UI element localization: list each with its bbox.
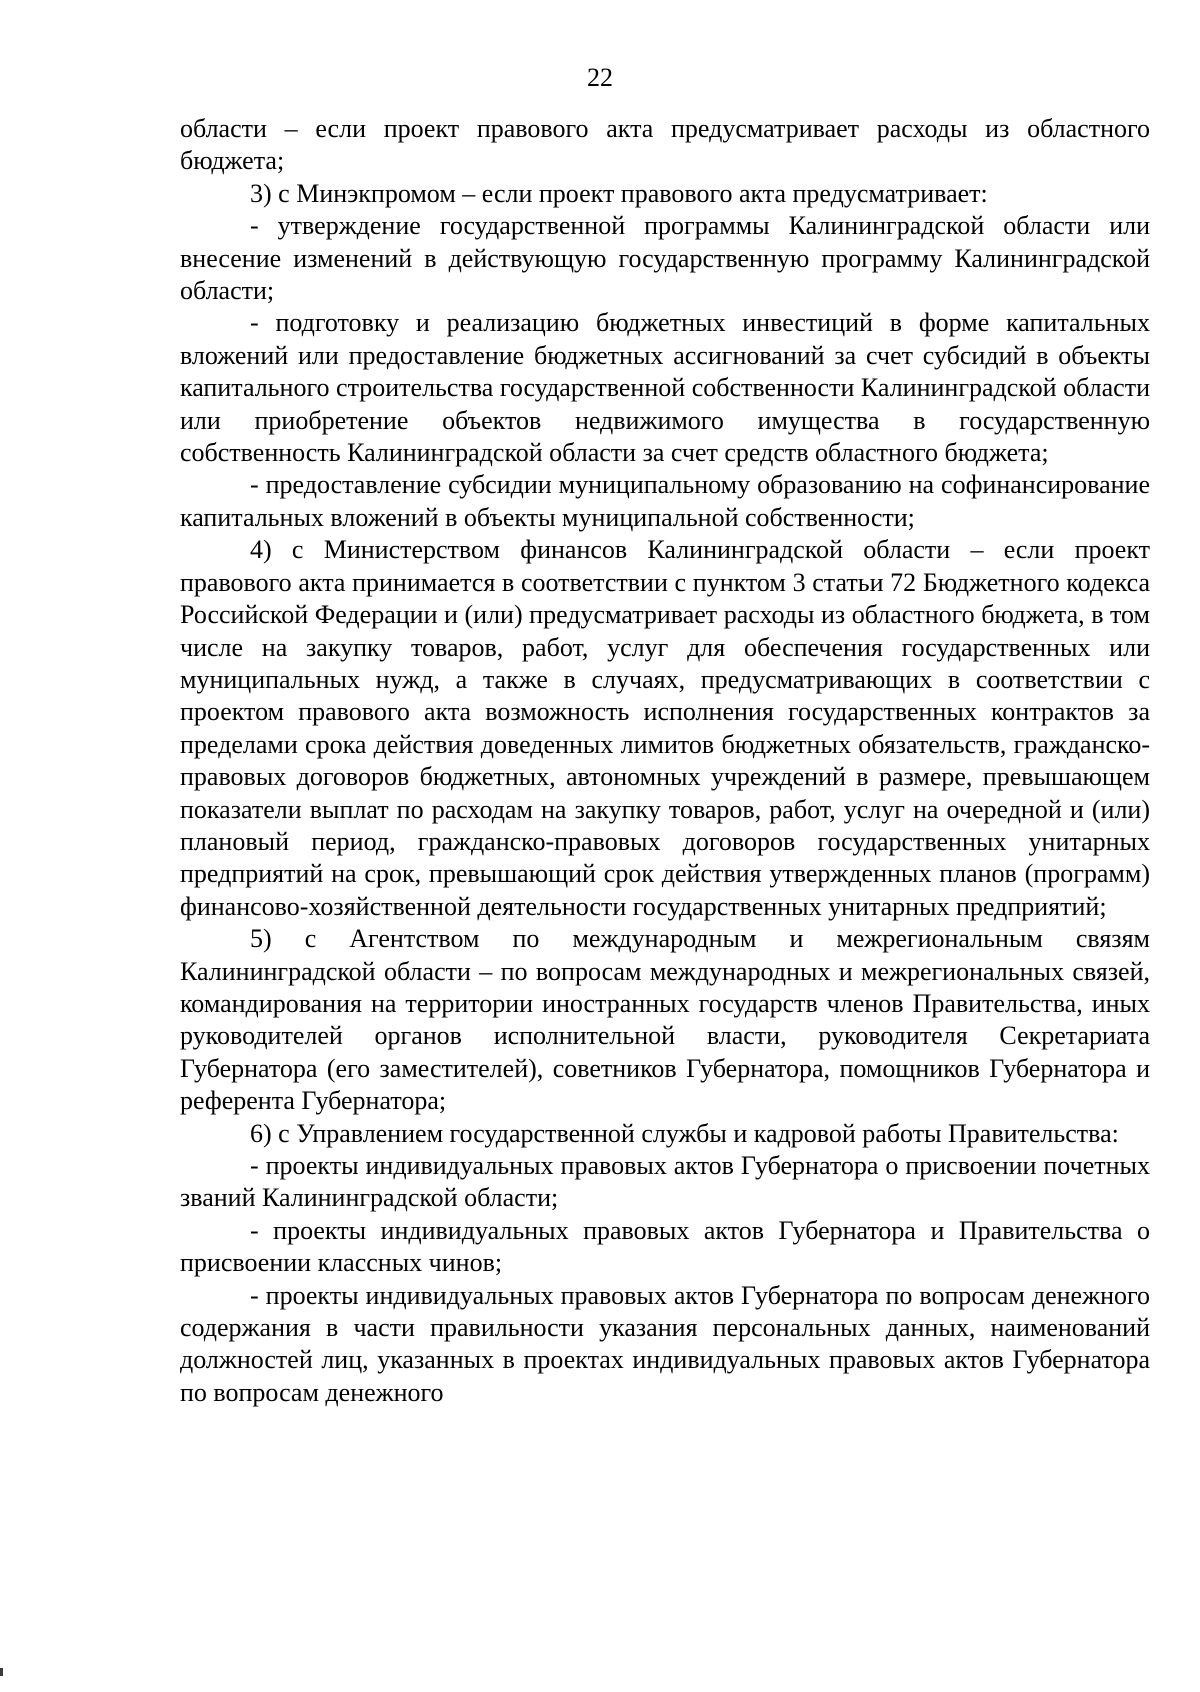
paragraph: 6) с Управлением государственной службы и кадровой работы Правительства: xyxy=(250,1118,1119,1148)
paragraph: - утверждение государственной программы Калининградской области или внесение изменений в действующую государственную программу Калининградской области; xyxy=(180,211,1150,306)
paragraph: 4) с Министерством финансов Калининградской области – если проект правового акта принимается в соответствии с пунктом 3 статьи 72 Бюджетного кодекса Российской Федерации и (или) предусматривает расходы из областного бюджета, в том числе на закупку товаров, работ, услуг для обеспечения государственных или муниципальных нужд, а также в случаях, предусматривающих в соответствии с проектом правового акта возможность исполнения государственных контрактов за пределами срока действия доведенных лимитов бюджетных обязательств, гражданско-правовых договоров бюджетных, автономных учреждений в размере, превышающем показатели выплат по расходам на закупку товаров, работ, услуг на очередной и (или) плановый период, гражданско-правовых договоров государственных унитарных предприятий на срок, превышающий срок действия утвержденных планов (программ) финансово-хозяйственной деятельности государственных унитарных предприятий; xyxy=(180,535,1150,921)
paragraph: - проекты индивидуальных правовых актов Губернатора по вопросам денежного содержания в части правильности указания персональных данных, наименований должностей лиц, указанных в проектах индивидуальных правовых актов Губернатора по вопросам денежного xyxy=(180,1280,1150,1407)
paragraph: - подготовку и реализацию бюджетных инвестиций в форме капитальных вложений или предоставление бюджетных ассигнований за счет субсидий в объекты капитального строительства государственной собственности Калининградской области или приобретение объектов недвижимого имущества в государственную собственность Калининградской области за счет средств областного бюджета; xyxy=(180,308,1150,468)
paragraph: 3) с Минэкпромом – если проект правового акта предусматривает: xyxy=(250,178,988,208)
document-body xyxy=(180,113,1150,1409)
scan-edge-mark xyxy=(0,1668,3,1676)
paragraph: - проекты индивидуальных правовых актов Губернатора о присвоении почетных званий Калининградской области; xyxy=(180,1151,1150,1213)
paragraph: - проекты индивидуальных правовых актов Губернатора и Правительства о присвоении классных чинов; xyxy=(180,1215,1150,1278)
paragraph: - предоставление субсидии муниципальному образованию на софинансирование капитальных вложений в объекты муниципальной собственности; xyxy=(180,470,1150,532)
paragraph: области – если проект правового акта предусматривает расходы из областного бюджета; xyxy=(180,114,1150,176)
page-number: 22 xyxy=(587,63,613,92)
paragraph: 5) с Агентством по международным и межрегиональным связям Калининградской области – по вопросам международных и межрегиональных связей, командирования на территории иностранных государств членов Правительства, иных руководителей органов исполнительной власти, руководителя Секретариата Губернатора (его заместителей), советников Губернатора, помощников Губернатора и референта Губернатора; xyxy=(180,924,1150,1116)
